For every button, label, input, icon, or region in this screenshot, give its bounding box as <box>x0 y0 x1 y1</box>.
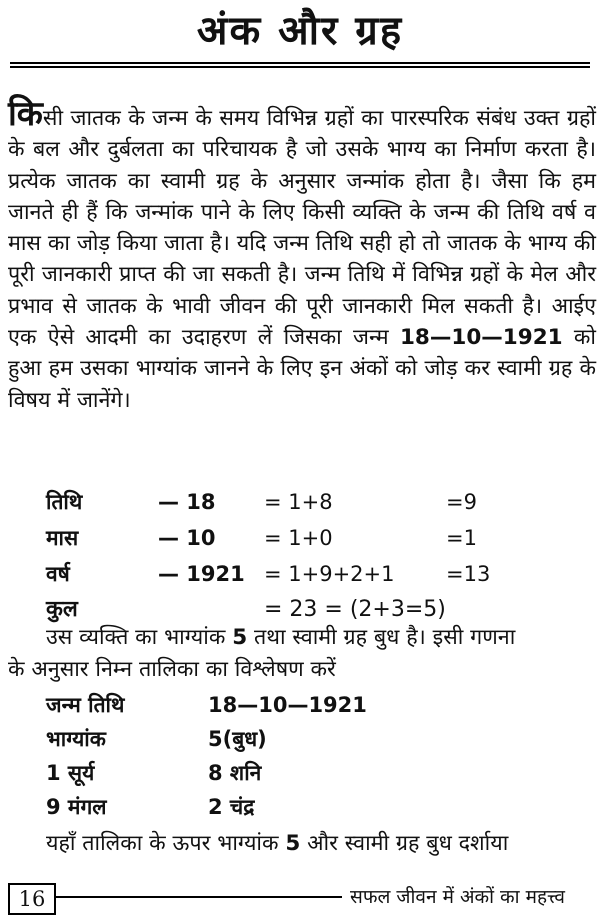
analysis-table <box>46 688 546 824</box>
calc-row-maas <box>46 520 586 556</box>
calc-label: मास <box>46 526 79 550</box>
table-cell-right: 2 चंद्र <box>208 795 255 819</box>
table-cell-right: 8 शनि <box>208 761 262 785</box>
table-row <box>46 722 546 756</box>
closing-line-text: यहाँ तालिका के ऊपर भाग्यांक <box>46 831 286 856</box>
table-cell-right: 18—10—1921 <box>208 693 367 717</box>
dropcap: कि <box>8 94 43 134</box>
calc-result: =13 <box>446 562 491 586</box>
birth-date: 18—10—1921 <box>399 325 563 351</box>
calc-result: =1 <box>446 526 477 550</box>
paragraph-body-2: को हुआ हम उसका भाग्यांक जानने के लिए इन अंकों को जोड़ कर स्वामी ग्रह के विषय में जानेंगे। <box>8 325 596 413</box>
result-line-text-2: तथा स्वामी ग्रह बुध है। इसी गणना <box>247 625 516 650</box>
calc-row-varsh <box>46 556 586 592</box>
calculation-block <box>46 484 586 628</box>
closing-number: 5 <box>285 831 301 856</box>
table-cell-left: जन्म तिथि <box>46 693 125 717</box>
calc-sum: = 1+8 <box>264 490 333 514</box>
result-line-text: उस व्यक्ति का भाग्यांक <box>46 625 233 650</box>
calc-sum: = 1+9+2+1 <box>264 562 395 586</box>
calc-label: कुल <box>46 597 78 622</box>
result-line <box>46 622 515 653</box>
page-number: 16 <box>8 883 56 915</box>
closing-line-text-2: और स्वामी ग्रह बुध दर्शाया <box>300 831 509 856</box>
paragraph-body-1: सी जातक के जन्म के समय विभिन्न ग्रहों का पारस्परिक संबंध उक्त ग्रहों के बल और दुर्बलता का परिचायक है जो उसके भाग्य का निर्माण करता है। प्रत्येक जातक का स्वामी ग्रह के अनुसार जन्मांक होता है। जैसा कि हम जानते ही हैं कि जन्मांक पाने के लिए किसी व्यक्ति के जन्म की तिथि वर्ष व मास का जोड़ किया जाता है। यदि जन्म तिथि सही हो तो जातक के भाग्य की पूरी जानकारी प्राप्त की जा सकती है। जन्म तिथि में विभिन्न ग्रहों के मेल और प्रभाव से जातक के भावी जीवन की पूरी जानकारी मिल सकती है। आईए एक ऐसे आदमी का उदाहरण लें जिसका जन्म <box>8 106 596 351</box>
calc-value: — 1921 <box>158 562 245 586</box>
calc-label: तिथि <box>46 490 83 514</box>
calc-sum: = 1+0 <box>264 526 333 550</box>
calc-result: =9 <box>446 490 477 514</box>
table-cell-left: 9 मंगल <box>46 795 107 819</box>
table-row <box>46 688 546 722</box>
calc-sum: = 23 = (2+3=5) <box>264 597 446 622</box>
calc-value: — 18 <box>158 490 216 514</box>
intro-paragraph <box>8 94 596 416</box>
result-number: 5 <box>232 625 248 650</box>
page-footer <box>0 880 600 916</box>
table-row <box>46 756 546 790</box>
title-underline <box>10 62 590 64</box>
table-cell-left: भाग्यांक <box>46 727 106 751</box>
table-cell-left: 1 सूर्य <box>46 761 95 785</box>
title-underline-second <box>10 66 590 68</box>
calc-label: वर्ष <box>46 562 70 586</box>
calc-value: — 10 <box>158 526 216 550</box>
table-row <box>46 790 546 824</box>
page-title: अंक और ग्रह <box>196 8 404 54</box>
analysis-line: के अनुसार निम्न तालिका का विश्लेषण करें <box>8 657 336 682</box>
table-cell-right: 5(बुध) <box>208 727 267 751</box>
footer-rule <box>56 896 342 898</box>
book-title: सफल जीवन में अंकों का महत्त्व <box>350 886 565 908</box>
calc-row-tithi <box>46 484 586 520</box>
closing-line <box>46 828 508 859</box>
